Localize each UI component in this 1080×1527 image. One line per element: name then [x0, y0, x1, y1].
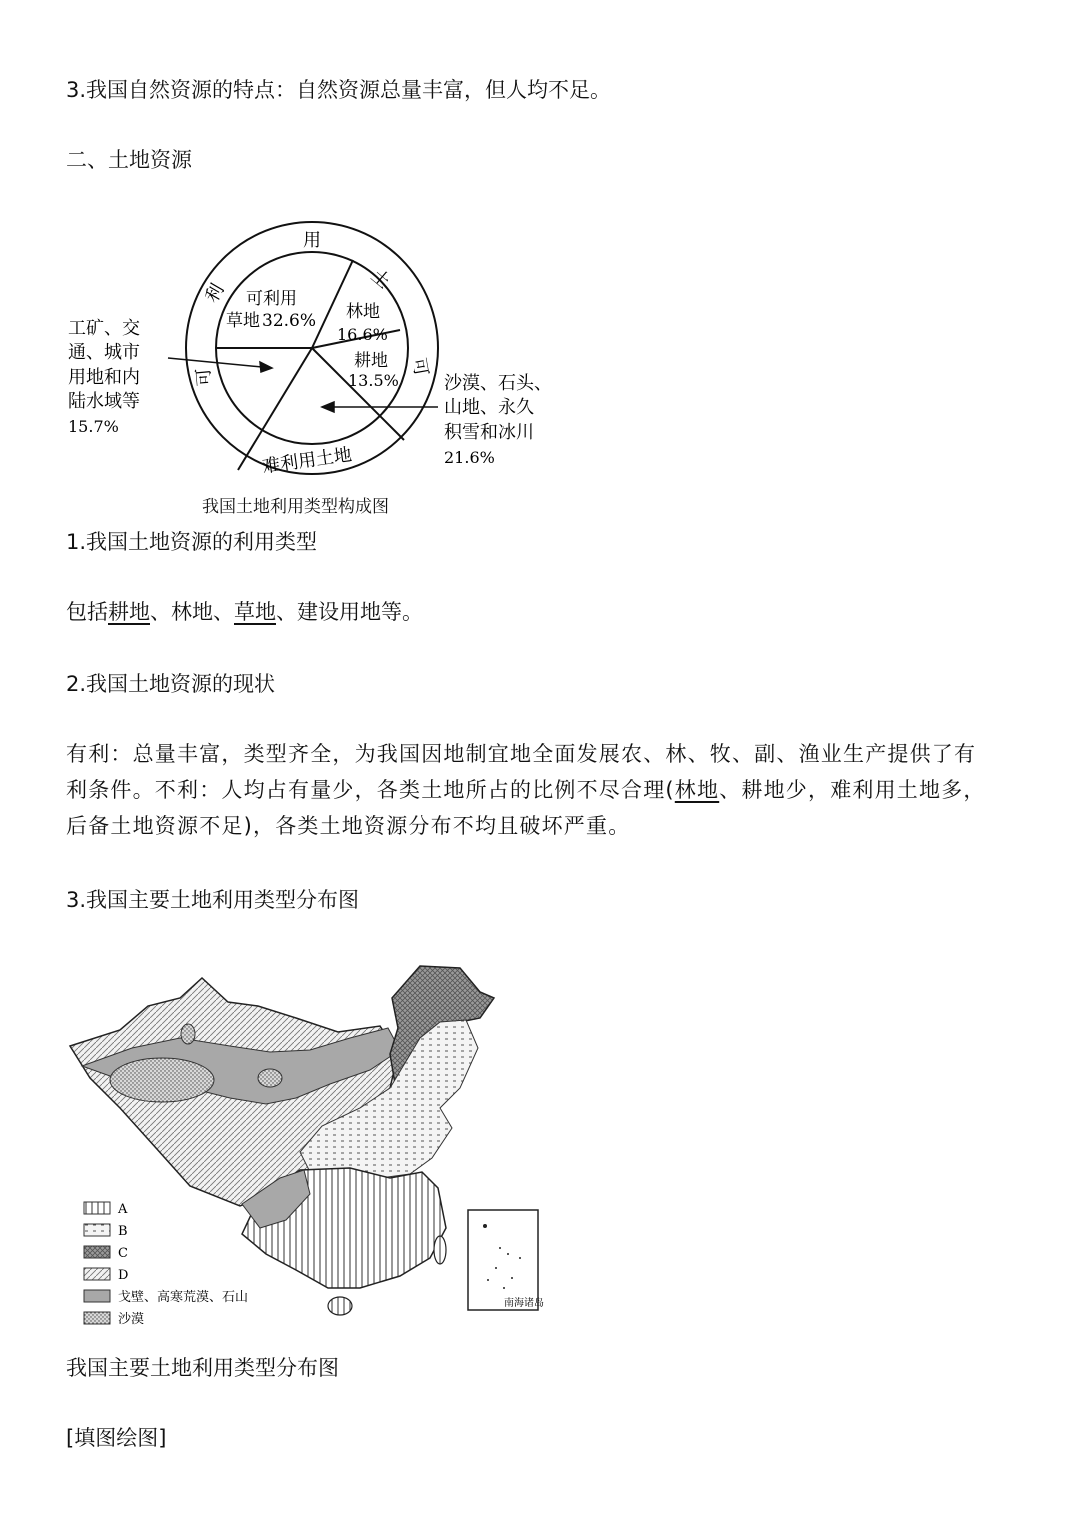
ring-char-left-upper: 利 [201, 280, 229, 307]
left-label-value: 15.7% [68, 417, 119, 436]
underlined-cropland: 耕地 [108, 600, 150, 624]
map-inset-label: 南海诸岛 [504, 1298, 544, 1309]
right-label-value: 21.6% [444, 448, 495, 467]
land-use-pie-chart [0, 200, 600, 500]
slice-value-grass: 32.6% [262, 311, 317, 331]
underlined-forest: 林地 [674, 778, 720, 802]
item2-line-3: 后备土地资源不足)，各类土地资源分布不均且破坏严重。 [66, 814, 631, 838]
footer-label: [填图绘图] [66, 1426, 167, 1450]
underlined-grassland: 草地 [234, 600, 276, 624]
map-caption: 我国主要土地利用类型分布图 [66, 1356, 339, 1380]
slice-label-forest: 林地 [346, 302, 380, 322]
left-label-line-1: 工矿、交 [68, 318, 140, 339]
slice-value-forest: 16.6% [337, 325, 388, 344]
legend-label-b: B [118, 1224, 128, 1239]
item3-title: 3.我国主要土地利用类型分布图 [66, 888, 360, 912]
item1-body [66, 598, 423, 626]
item2-line-2-suffix: 、耕地少，难利用土地多， [719, 778, 986, 802]
legend-label-c: C [118, 1246, 128, 1261]
pie-caption: 我国土地利用类型构成图 [202, 497, 389, 517]
section-heading: 二、土地资源 [66, 148, 192, 172]
map-island-taiwan [434, 1236, 446, 1264]
ring-char-right: 土 [366, 265, 395, 293]
right-label-line-3: 积雪和冰川 [444, 422, 534, 443]
legend-label-desert: 沙漠 [118, 1312, 145, 1327]
ring-char-left-lower: 可 [193, 367, 216, 387]
left-pointer-arrowhead [260, 362, 272, 372]
map-region-desert-small [258, 1069, 282, 1087]
left-label-line-4: 陆水域等 [68, 391, 140, 412]
slice-label-cropland: 耕地 [354, 351, 388, 371]
land-use-map [60, 958, 550, 1333]
slice-label-grass-1: 可利用 [246, 289, 297, 309]
slice-value-cropland: 13.5% [348, 371, 399, 390]
left-label-line-3: 用地和内 [68, 367, 140, 388]
item2-title: 2.我国土地资源的现状 [66, 672, 276, 696]
ring-char-top: 用 [303, 230, 321, 251]
left-label-line-2: 通、城市 [68, 342, 140, 363]
item2-line-2 [66, 772, 1026, 808]
legend-label-d: D [118, 1268, 129, 1283]
right-pointer-arrowhead [322, 402, 334, 412]
ring-label-bottom: 难利用土地 [261, 444, 354, 478]
right-label-line-1: 沙漠、石头、 [444, 373, 552, 394]
legend-label-a: A [118, 1202, 128, 1217]
right-label-line-2: 山地、永久 [444, 397, 534, 418]
item2-line-2-prefix: 利条件。不利：人均占有量少，各类土地所占的比例不尽合理( [66, 778, 675, 802]
map-island-hainan [328, 1297, 352, 1315]
map-inset-frame [468, 1210, 538, 1310]
item1-prefix: 包括 [66, 600, 108, 624]
ring-char-right-lower: 可 [407, 356, 432, 378]
map-region-desert-north [181, 1024, 195, 1044]
legend-label-gobi: 戈壁、高寒荒漠、石山 [118, 1290, 249, 1305]
section-title: 3.我国自然资源的特点：自然资源总量丰富，但人均不足。 [66, 78, 612, 102]
item1-mid: 、林地、 [150, 600, 234, 624]
slice-label-grass-2: 草地 [226, 311, 260, 331]
map-legend [84, 1202, 248, 1327]
map-region-desert-main [110, 1058, 214, 1102]
left-pointer-line [168, 358, 262, 367]
item1-title: 1.我国土地资源的利用类型 [66, 530, 318, 554]
item2-body [66, 736, 1026, 844]
item2-line-1: 有利：总量丰富，类型齐全，为我国因地制宜地全面发展农、林、牧、副、渔业生产提供了有 [66, 742, 977, 766]
item1-suffix: 、建设用地等。 [276, 600, 423, 624]
